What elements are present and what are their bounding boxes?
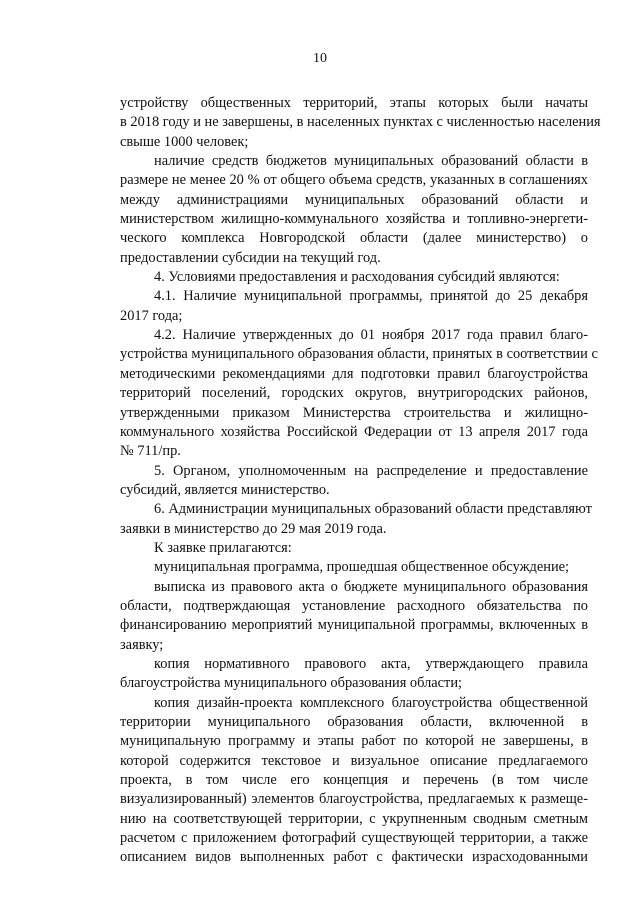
- text-line: ческого комплекса Новгородской области (далее министерство) о: [120, 230, 588, 247]
- text-line: коммунального хозяйства Российской Федерации от 13 апреля 2017 года: [120, 423, 588, 440]
- document-body: [120, 94, 601, 868]
- text-line: нию на соответствующей территории, с укрупненным сводным сметным: [120, 810, 588, 827]
- text-line: заявку;: [120, 636, 164, 653]
- text-line: свыше 1000 человек;: [120, 133, 249, 150]
- text-line: утвержденными приказом Министерства строительства и жилищно-: [120, 404, 588, 421]
- text-line: копия дизайн-проекта комплексного благоустройства общественной: [154, 694, 588, 711]
- paragraph: [120, 500, 592, 539]
- paragraph: [120, 287, 588, 326]
- paragraph: [120, 94, 601, 152]
- text-line: расчетом с приложением фотографий существующей территории, а также: [120, 830, 588, 847]
- text-line: наличие средств бюджетов муниципальных образований области в: [154, 153, 588, 170]
- paragraph: [120, 462, 588, 501]
- text-line: 4.2. Наличие утвержденных до 01 ноября 2017 года правил благо-: [154, 327, 588, 344]
- text-line: муниципальную программу и этапы работ по которой не завершены, в: [120, 733, 588, 750]
- text-line: заявки в министерство до 29 мая 2019 года.: [120, 520, 387, 537]
- text-line: копия нормативного правового акта, утверждающего правила: [154, 655, 588, 672]
- text-line: субсидий, является министерство.: [120, 481, 330, 498]
- text-line: предоставлении субсидии на текущий год.: [120, 249, 381, 266]
- paragraph: [120, 694, 588, 868]
- text-line: выписка из правового акта о бюджете муниципального образования: [154, 578, 588, 595]
- text-line: 2017 года;: [120, 307, 183, 324]
- paragraph: [120, 326, 598, 461]
- text-line: проекта, в том числе его концепция и перечень (в том числе: [120, 772, 588, 789]
- page-number: 10: [313, 51, 327, 66]
- text-line: размере не менее 20 % от общего объема средств, указанных в соглашениях: [120, 172, 588, 189]
- paragraph: [120, 558, 588, 577]
- text-line: между администрациями муниципальных образований области и: [120, 191, 588, 208]
- text-line: области, подтверждающая установление расходного обязательства по: [120, 597, 588, 614]
- paragraph: [120, 655, 588, 694]
- text-line: 6. Администрации муниципальных образований области представляют: [154, 501, 592, 518]
- paragraph: [120, 578, 588, 655]
- text-line: 4.1. Наличие муниципальной программы, принятой до 25 декабря: [154, 288, 588, 305]
- text-line: муниципальная программа, прошедшая общественное обсуждение;: [154, 559, 570, 576]
- text-line: К заявке прилагаются:: [154, 539, 292, 556]
- text-line: описанием видов выполненных работ с фактически израсходованными: [120, 849, 588, 866]
- text-line: визуализированный) элементов благоустройства, предлагаемых к размеще-: [120, 791, 588, 808]
- paragraph: [120, 539, 588, 558]
- text-line: № 711/пр.: [120, 443, 181, 460]
- text-line: 5. Органом, уполномоченным на распределение и предоставление: [154, 462, 588, 479]
- text-line: территорий поселений, городских округов, внутригородских районов,: [120, 385, 588, 402]
- text-line: в 2018 году и не завершены, в населенных пунктах с численностью населения: [120, 114, 601, 131]
- text-line: методическими рекомендациями для подготовки правил благоустройства: [120, 365, 588, 382]
- text-line: 4. Условиями предоставления и расходования субсидий являются:: [154, 269, 560, 286]
- text-line: территории муниципального образования области, включенной в: [120, 714, 588, 730]
- text-line: финансированию мероприятий муниципальной программы, включенных в: [120, 617, 588, 634]
- text-line: благоустройства муниципального образования области;: [120, 675, 463, 692]
- text-line: министерством жилищно-коммунального хозяйства и топливно-энергети-: [120, 211, 588, 228]
- paragraph: [120, 268, 588, 287]
- text-line: устройству общественных территорий, этапы которых были начаты: [120, 95, 588, 111]
- paragraph: [120, 152, 588, 268]
- text-line: которой содержится текстовое и визуальное описание предлагаемого: [120, 752, 588, 769]
- text-line: устройства муниципального образования области, принятых в соответствии с: [120, 346, 598, 363]
